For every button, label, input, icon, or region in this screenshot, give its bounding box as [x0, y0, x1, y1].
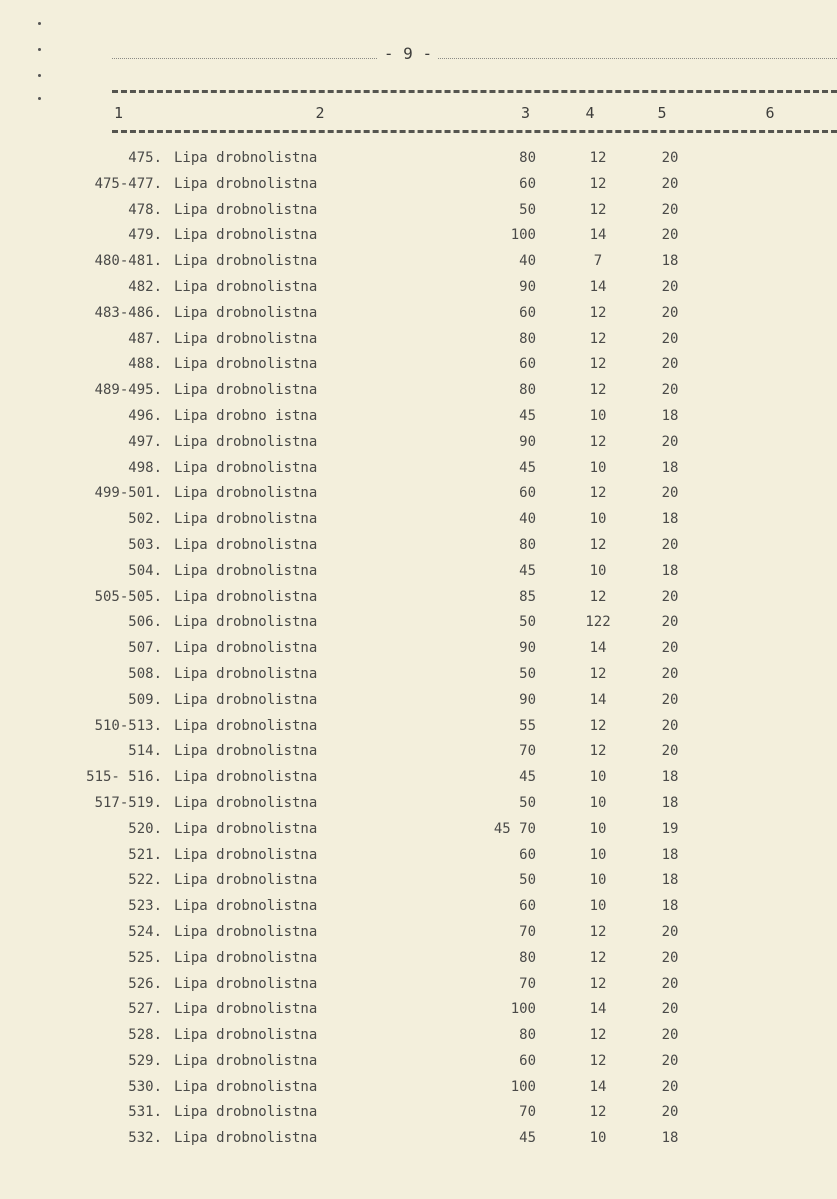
- table-row: [0, 172, 837, 198]
- table-row: [0, 765, 837, 791]
- row-number: 499-501.: [94, 485, 162, 502]
- row-number: 523.: [128, 898, 162, 915]
- cell-col4: 12: [589, 175, 607, 192]
- species-name: Lipa drobnolistna: [174, 201, 318, 218]
- table-row: [0, 636, 837, 662]
- cell-col4: 12: [589, 201, 607, 218]
- species-name: Lipa drobnolistna: [174, 872, 318, 889]
- cell-col5: 20: [661, 227, 679, 244]
- species-name: Lipa drobnolistna: [174, 1078, 318, 1095]
- table-row: [0, 946, 837, 972]
- cell-col5: 18: [661, 769, 679, 786]
- cell-col3: 45 70: [493, 820, 536, 837]
- row-number: 504.: [128, 562, 162, 579]
- cell-col4: 12: [589, 1052, 607, 1069]
- table-row: [0, 920, 837, 946]
- species-name: Lipa drobnolistna: [174, 898, 318, 915]
- cell-col4: 12: [589, 588, 607, 605]
- species-name: Lipa drobnolistna: [174, 150, 318, 166]
- cell-col5: 20: [661, 1078, 679, 1095]
- cell-col5: 20: [661, 640, 679, 657]
- table-row: [0, 688, 837, 714]
- table-header-rule-bottom: [112, 130, 837, 133]
- row-number: 530.: [128, 1078, 162, 1095]
- species-name: Lipa drobnolistna: [174, 304, 318, 321]
- row-number: 503.: [128, 536, 162, 553]
- cell-col3: 40: [519, 511, 536, 528]
- cell-col5: 20: [661, 923, 679, 940]
- cell-col3: 70: [519, 975, 536, 992]
- cell-col5: 20: [661, 150, 679, 166]
- cell-col3: 50: [519, 614, 536, 631]
- cell-col4: 12: [589, 150, 607, 166]
- cell-col3: 70: [519, 743, 536, 760]
- cell-col5: 20: [661, 278, 679, 295]
- row-number: 488.: [128, 356, 162, 373]
- cell-col4: 12: [589, 949, 607, 966]
- row-number: 527.: [128, 1001, 162, 1018]
- table-row: [0, 894, 837, 920]
- cell-col5: 20: [661, 665, 679, 682]
- row-number: 515- 516.: [86, 769, 162, 786]
- column-header-3: 3: [520, 104, 530, 122]
- table-row: [0, 198, 837, 224]
- cell-col5: 20: [661, 743, 679, 760]
- row-number: 487.: [128, 330, 162, 347]
- cell-col3: 90: [519, 691, 536, 708]
- punch-mark: [38, 22, 41, 25]
- species-name: Lipa drobnolistna: [174, 227, 318, 244]
- cell-col4: 12: [589, 923, 607, 940]
- cell-col4: 12: [589, 382, 607, 399]
- top-dotted-line: [112, 58, 837, 59]
- species-name: Lipa drobnolistna: [174, 562, 318, 579]
- table-row: [0, 817, 837, 843]
- species-name: Lipa drobnolistna: [174, 614, 318, 631]
- cell-col4: 14: [589, 1078, 607, 1095]
- cell-col4: 12: [589, 304, 607, 321]
- cell-col3: 50: [519, 794, 536, 811]
- table-row: [0, 662, 837, 688]
- cell-col5: 20: [661, 485, 679, 502]
- cell-col5: 20: [661, 949, 679, 966]
- species-name: Lipa drobnolistna: [174, 820, 318, 837]
- column-header-6: 6: [765, 104, 775, 122]
- table-row: [0, 456, 837, 482]
- cell-col3: 100: [510, 1001, 536, 1018]
- table-row: [0, 585, 837, 611]
- cell-col5: 18: [661, 872, 679, 889]
- table-row: [0, 610, 837, 636]
- cell-col3: 60: [519, 304, 536, 321]
- cell-col5: 20: [661, 1104, 679, 1121]
- cell-col4: 12: [589, 1027, 607, 1044]
- cell-col4: 12: [589, 743, 607, 760]
- species-name: Lipa drobnolistna: [174, 846, 318, 863]
- row-number: 521.: [128, 846, 162, 863]
- row-number: 489-495.: [94, 382, 162, 399]
- cell-col3: 45: [519, 769, 536, 786]
- cell-col3: 85: [519, 588, 536, 605]
- cell-col3: 60: [519, 846, 536, 863]
- cell-col4: 14: [589, 1001, 607, 1018]
- row-number: 509.: [128, 691, 162, 708]
- species-name: Lipa drobnolistna: [174, 1027, 318, 1044]
- cell-col3: 80: [519, 382, 536, 399]
- species-name: Lipa drobnolistna: [174, 717, 318, 734]
- species-name: Lipa drobnolistna: [174, 1104, 318, 1121]
- species-name: Lipa drobnolistna: [174, 588, 318, 605]
- cell-col3: 80: [519, 949, 536, 966]
- table-row: [0, 378, 837, 404]
- table-row: [0, 327, 837, 353]
- species-name: Lipa drobnolistna: [174, 459, 318, 476]
- cell-col4: 10: [589, 459, 607, 476]
- row-number: 517-519.: [94, 794, 162, 811]
- table-row: [0, 301, 837, 327]
- cell-col4: 12: [589, 717, 607, 734]
- cell-col3: 80: [519, 150, 536, 166]
- species-name: Lipa drobnolistna: [174, 743, 318, 760]
- cell-col3: 100: [510, 227, 536, 244]
- cell-col4: 12: [589, 356, 607, 373]
- row-number: 498.: [128, 459, 162, 476]
- cell-col4: 12: [589, 665, 607, 682]
- cell-col5: 20: [661, 382, 679, 399]
- table-row: [0, 972, 837, 998]
- cell-col4: 10: [589, 872, 607, 889]
- cell-col5: 20: [661, 433, 679, 450]
- cell-col3: 90: [519, 640, 536, 657]
- cell-col4: 7: [593, 253, 603, 270]
- cell-col3: 45: [519, 562, 536, 579]
- cell-col4: 12: [589, 975, 607, 992]
- species-name: Lipa drobno istna: [174, 407, 318, 424]
- cell-col5: 20: [661, 536, 679, 553]
- cell-col5: 20: [661, 330, 679, 347]
- cell-col3: 90: [519, 433, 536, 450]
- cell-col3: 60: [519, 898, 536, 915]
- row-number: 528.: [128, 1027, 162, 1044]
- species-name: Lipa drobnolistna: [174, 691, 318, 708]
- cell-col3: 60: [519, 485, 536, 502]
- species-name: Lipa drobnolistna: [174, 175, 318, 192]
- table-row: [0, 843, 837, 869]
- cell-col3: 80: [519, 536, 536, 553]
- row-number: 529.: [128, 1052, 162, 1069]
- row-number: 510-513.: [94, 717, 162, 734]
- cell-col5: 18: [661, 794, 679, 811]
- cell-col5: 20: [661, 1027, 679, 1044]
- cell-col4: 12: [589, 536, 607, 553]
- table-row: [0, 739, 837, 765]
- cell-col5: 20: [661, 614, 679, 631]
- cell-col3: 50: [519, 665, 536, 682]
- row-number: 497.: [128, 433, 162, 450]
- cell-col3: 60: [519, 356, 536, 373]
- cell-col5: 19: [661, 820, 679, 837]
- row-number: 483-486.: [94, 304, 162, 321]
- cell-col5: 20: [661, 975, 679, 992]
- species-name: Lipa drobnolistna: [174, 536, 318, 553]
- row-number: 514.: [128, 743, 162, 760]
- species-name: Lipa drobnolistna: [174, 1130, 318, 1147]
- column-header-1: 1: [114, 104, 124, 122]
- table-body: [0, 146, 837, 1152]
- table-row: [0, 533, 837, 559]
- table-row: [0, 249, 837, 275]
- species-name: Lipa drobnolistna: [174, 382, 318, 399]
- cell-col3: 70: [519, 1104, 536, 1121]
- species-name: Lipa drobnolistna: [174, 794, 318, 811]
- table-row: [0, 223, 837, 249]
- cell-col5: 20: [661, 175, 679, 192]
- cell-col3: 100: [510, 1078, 536, 1095]
- cell-col5: 18: [661, 846, 679, 863]
- cell-col4: 12: [589, 1104, 607, 1121]
- cell-col4: 14: [589, 691, 607, 708]
- species-name: Lipa drobnolistna: [174, 278, 318, 295]
- row-number: 522.: [128, 872, 162, 889]
- cell-col5: 18: [661, 407, 679, 424]
- table-row: [0, 507, 837, 533]
- cell-col4: 10: [589, 820, 607, 837]
- cell-col4: 10: [589, 562, 607, 579]
- cell-col3: 45: [519, 459, 536, 476]
- row-number: 505-505.: [94, 588, 162, 605]
- cell-col5: 20: [661, 356, 679, 373]
- cell-col3: 60: [519, 1052, 536, 1069]
- row-number: 478.: [128, 201, 162, 218]
- row-number: 475.: [128, 150, 162, 166]
- cell-col3: 80: [519, 330, 536, 347]
- row-number: 520.: [128, 820, 162, 837]
- species-name: Lipa drobnolistna: [174, 485, 318, 502]
- cell-col4: 10: [589, 1130, 607, 1147]
- cell-col5: 20: [661, 1001, 679, 1018]
- cell-col5: 20: [661, 1052, 679, 1069]
- species-name: Lipa drobnolistna: [174, 1052, 318, 1069]
- species-name: Lipa drobnolistna: [174, 640, 318, 657]
- species-name: Lipa drobnolistna: [174, 665, 318, 682]
- cell-col5: 18: [661, 253, 679, 270]
- cell-col4: 10: [589, 794, 607, 811]
- cell-col5: 18: [661, 562, 679, 579]
- cell-col3: 45: [519, 1130, 536, 1147]
- cell-col3: 90: [519, 278, 536, 295]
- row-number: 482.: [128, 278, 162, 295]
- row-number: 508.: [128, 665, 162, 682]
- species-name: Lipa drobnolistna: [174, 1001, 318, 1018]
- cell-col4: 10: [589, 846, 607, 863]
- cell-col3: 80: [519, 1027, 536, 1044]
- column-header-4: 4: [585, 104, 595, 122]
- cell-col4: 12: [589, 485, 607, 502]
- row-number: 532.: [128, 1130, 162, 1147]
- cell-col4: 10: [589, 898, 607, 915]
- cell-col3: 40: [519, 253, 536, 270]
- table-row: [0, 714, 837, 740]
- table-row: [0, 791, 837, 817]
- page-number: - 9 -: [378, 44, 438, 63]
- table-row: [0, 404, 837, 430]
- cell-col3: 50: [519, 201, 536, 218]
- cell-col5: 20: [661, 201, 679, 218]
- species-name: Lipa drobnolistna: [174, 923, 318, 940]
- column-header-2: 2: [315, 104, 325, 122]
- cell-col4: 12: [589, 330, 607, 347]
- cell-col3: 60: [519, 175, 536, 192]
- row-number: 480-481.: [94, 253, 162, 270]
- cell-col5: 18: [661, 511, 679, 528]
- table-header-rule-top: [112, 90, 837, 93]
- cell-col4: 122: [585, 614, 611, 631]
- table-row: [0, 997, 837, 1023]
- table-row: [0, 868, 837, 894]
- row-number: 475-477.: [94, 175, 162, 192]
- table-row: [0, 275, 837, 301]
- row-number: 506.: [128, 614, 162, 631]
- row-number: 531.: [128, 1104, 162, 1121]
- punch-mark: [38, 97, 41, 100]
- table-row: [0, 1075, 837, 1101]
- species-name: Lipa drobnolistna: [174, 511, 318, 528]
- cell-col4: 14: [589, 227, 607, 244]
- row-number: 479.: [128, 227, 162, 244]
- cell-col4: 12: [589, 433, 607, 450]
- row-number: 507.: [128, 640, 162, 657]
- cell-col4: 10: [589, 511, 607, 528]
- row-number: 496.: [128, 407, 162, 424]
- table-row: [0, 146, 837, 172]
- cell-col3: 55: [519, 717, 536, 734]
- column-header-5: 5: [657, 104, 667, 122]
- row-number: 502.: [128, 511, 162, 528]
- table-row: [0, 1049, 837, 1075]
- cell-col4: 10: [589, 769, 607, 786]
- species-name: Lipa drobnolistna: [174, 975, 318, 992]
- cell-col4: 14: [589, 640, 607, 657]
- species-name: Lipa drobnolistna: [174, 330, 318, 347]
- punch-mark: [38, 48, 41, 51]
- row-number: 526.: [128, 975, 162, 992]
- species-name: Lipa drobnolistna: [174, 433, 318, 450]
- cell-col5: 18: [661, 898, 679, 915]
- table-row: [0, 1100, 837, 1126]
- cell-col5: 20: [661, 717, 679, 734]
- cell-col5: 18: [661, 1130, 679, 1147]
- cell-col3: 70: [519, 923, 536, 940]
- species-name: Lipa drobnolistna: [174, 253, 318, 270]
- punch-mark: [38, 74, 41, 77]
- table-row: [0, 430, 837, 456]
- cell-col3: 50: [519, 872, 536, 889]
- species-name: Lipa drobnolistna: [174, 769, 318, 786]
- row-number: 524.: [128, 923, 162, 940]
- cell-col5: 20: [661, 304, 679, 321]
- cell-col4: 10: [589, 407, 607, 424]
- row-number: 525.: [128, 949, 162, 966]
- cell-col3: 45: [519, 407, 536, 424]
- cell-col5: 18: [661, 459, 679, 476]
- cell-col5: 20: [661, 588, 679, 605]
- table-row: [0, 481, 837, 507]
- cell-col4: 14: [589, 278, 607, 295]
- table-row: [0, 1023, 837, 1049]
- species-name: Lipa drobnolistna: [174, 356, 318, 373]
- table-row: [0, 352, 837, 378]
- table-row: [0, 1126, 837, 1152]
- table-row: [0, 559, 837, 585]
- species-name: Lipa drobnolistna: [174, 949, 318, 966]
- cell-col5: 20: [661, 691, 679, 708]
